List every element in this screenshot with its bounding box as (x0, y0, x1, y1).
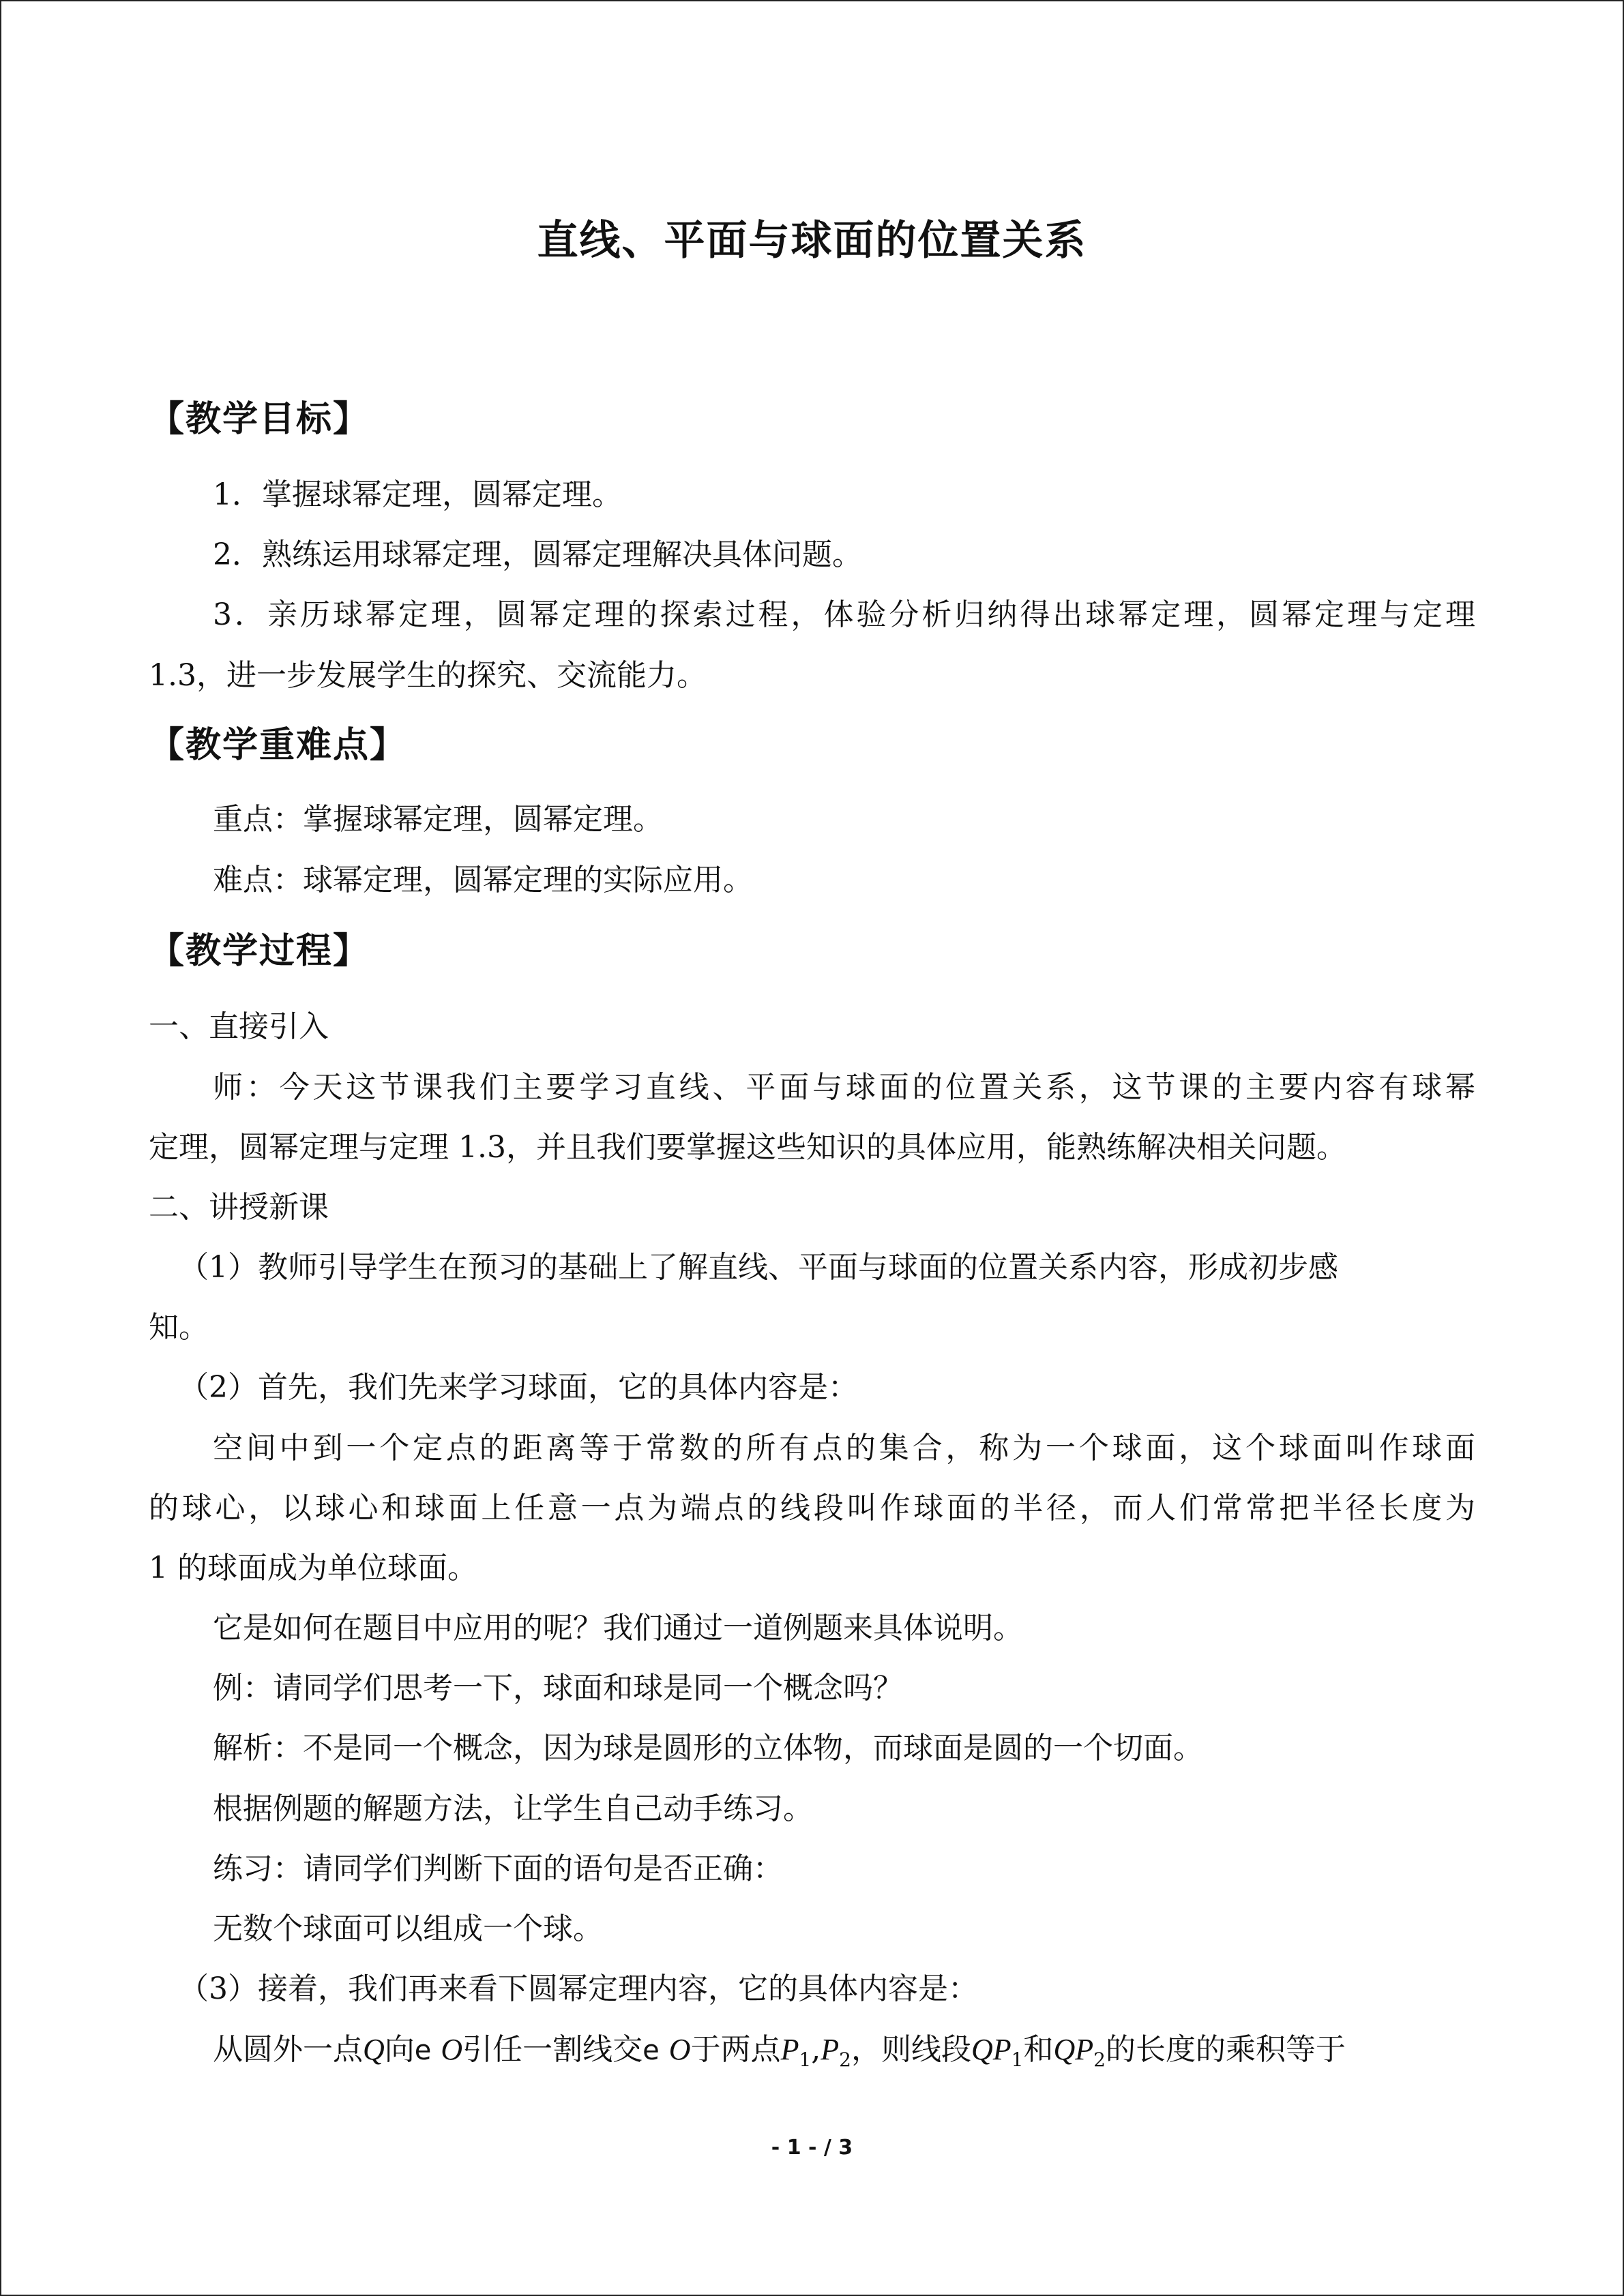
part2-heading: 二、讲授新课 (149, 1190, 329, 1225)
step1-line-2: 知。 (149, 1310, 209, 1345)
subscript-1: 1 (799, 2048, 812, 2071)
sphere-def-2: 的球心，以球心和球面上任意一点为端点的线段叫作球面的半径，而人们常常把半径长度为 (149, 1491, 1475, 1525)
point-o: O (441, 2033, 463, 2066)
objective-3-cont: 1.3，进一步发展学生的探究、交流能力。 (149, 658, 707, 693)
part1-heading: 一、直接引入 (149, 1009, 329, 1044)
keypoints-heading: 【教学重难点】 (149, 725, 407, 766)
objective-1: 1．掌握球幂定理，圆幂定理。 (213, 477, 622, 512)
keypoint-main: 重点：掌握球幂定理，圆幂定理。 (213, 802, 663, 837)
sphere-def-3: 1 的球面成为单位球面。 (149, 1551, 477, 1585)
point-q: Q (363, 2033, 385, 2066)
page-number: - 1 - / 3 (771, 2136, 853, 2160)
document-title: 直线、平面与球面的位置关系 (537, 217, 1087, 265)
objectives-heading: 【教学目标】 (149, 399, 370, 440)
subscript-2: 2 (1093, 2048, 1106, 2071)
application-intro: 它是如何在题目中应用的呢？我们通过一道例题来具体说明。 (213, 1611, 1023, 1645)
segment-qp: QP (1053, 2033, 1094, 2066)
statement: 无数个球面可以组成一个球。 (213, 1911, 603, 1946)
theorem-text-5: ，则线段 (851, 2032, 971, 2067)
theorem-text-4: 于两点 (690, 2032, 781, 2067)
theorem-line (213, 2032, 1346, 2072)
example: 例：请同学们思考一下，球面和球是同一个概念吗？ (213, 1671, 903, 1705)
theorem-text-6: 和 (1023, 2032, 1054, 2067)
theorem-text-2: 向 (384, 2032, 415, 2067)
circle-symbol: e (643, 2035, 660, 2066)
keypoint-difficult: 难点：球幂定理，圆幂定理的实际应用。 (213, 863, 753, 897)
process-heading: 【教学过程】 (149, 931, 370, 972)
analysis: 解析：不是同一个概念，因为球是圆形的立体物，而球面是圆的一个切面。 (213, 1731, 1203, 1765)
step1-line-1: （1）教师引导学生在预习的基础上了解直线、平面与球面的位置关系内容，形成初步感 (179, 1250, 1338, 1285)
point-p: P (780, 2033, 799, 2066)
segment-qp: QP (971, 2033, 1012, 2066)
subscript-2: 2 (839, 2048, 851, 2071)
step3: （3）接着，我们再来看下圆幂定理内容，它的具体内容是： (179, 1971, 978, 2006)
practice: 练习：请同学们判断下面的语句是否正确： (213, 1851, 783, 1886)
circle-symbol: e (414, 2035, 432, 2066)
theorem-text-1: 从圆外一点 (213, 2032, 363, 2067)
part1-text-1: 师：今天这节课我们主要学习直线、平面与球面的位置关系，这节课的主要内容有球幂 (213, 1070, 1475, 1105)
sphere-def-1: 空间中到一个定点的距离等于常数的所有点的集合，称为一个球面，这个球面叫作球面 (213, 1431, 1475, 1465)
practice-intro: 根据例题的解题方法，让学生自己动手练习。 (213, 1791, 813, 1826)
step2: （2）首先，我们先来学习球面，它的具体内容是： (179, 1370, 858, 1405)
subscript-1: 1 (1011, 2048, 1024, 2071)
point-p: P (821, 2033, 840, 2066)
objective-3: 3．亲历球幂定理，圆幂定理的探索过程，体验分析归纳得出球幂定理，圆幂定理与定理 (213, 597, 1475, 632)
theorem-text-7: 的长度的乘积等于 (1105, 2032, 1346, 2067)
theorem-text-3: 引任一割线交 (462, 2032, 643, 2067)
objective-2: 2．熟练运用球幂定理，圆幂定理解决具体问题。 (213, 537, 862, 572)
comma: , (811, 2032, 821, 2067)
point-o: O (668, 2033, 691, 2066)
part1-text-2: 定理，圆幂定理与定理 1.3，并且我们要掌握这些知识的具体应用，能熟练解决相关问题。 (149, 1130, 1346, 1165)
